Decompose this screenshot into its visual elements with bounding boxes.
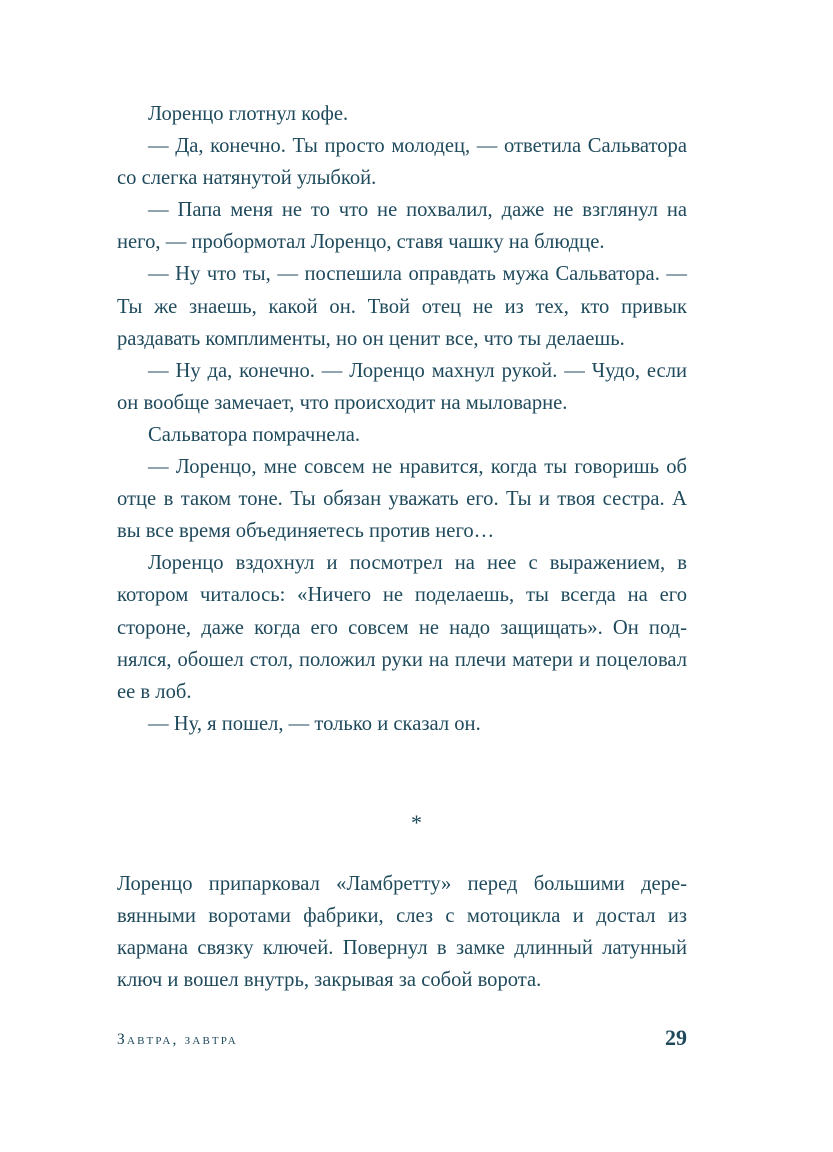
paragraph: — Ну да, конечно. — Лоренцо махнул рукой. — Чудо, если он вообще замечает, что происходит на мыловарне.: [117, 359, 687, 414]
running-footer-title: Завтра, завтра: [117, 1031, 238, 1048]
paragraph: — Да, конечно. Ты просто молодец, — ответила Сальватора со слегка натянутой улыбкой.: [117, 135, 687, 190]
text-section-top: [117, 98, 687, 740]
paragraph: Лоренцо припарковал «Ламбретту» перед большими деревянными воротами фабрики, слез с мотоцикла и достал из кармана связку ключей. Повернул в замке длинный латунный ключ и вошел внутрь, закрывая за собой ворота.: [117, 873, 687, 992]
paragraph: Сальватора помрачнела.: [148, 423, 361, 446]
page-number: 29: [665, 1025, 687, 1050]
paragraph: — Папа меня не то что не похвалил, даже не взглянул на него, — пробормотал Лоренцо, ставя чашку на блюдце.: [117, 199, 687, 254]
text-section-bottom: [117, 868, 687, 996]
paragraph: — Ну что ты, — поспешила оправдать мужа Сальватора. — Ты же знаешь, какой он. Твой отец не из тех, кто привык раздавать комплименты, но он ценит все, что ты делаешь.: [117, 263, 687, 350]
section-separator: *: [411, 810, 422, 835]
paragraph: Лоренцо глотнул кофе.: [148, 103, 349, 125]
paragraph: — Лоренцо, мне совсем не нравится, когда ты говоришь об отце в таком тоне. Ты обязан уважать его. Ты и твоя сестра. А вы все время объединяетесь против него…: [117, 456, 687, 543]
paragraph: — Ну, я пошел, — только и сказал он.: [148, 712, 481, 735]
paragraph: Лоренцо вздохнул и посмотрел на нее с выражением, в котором читалось: «Ничего не поделаешь, ты всегда на его стороне, даже когда его совсем не надо защищать». Он поднялся, обошел стол, положил руки на плечи матери и поцеловал ее в лоб.: [117, 552, 687, 703]
